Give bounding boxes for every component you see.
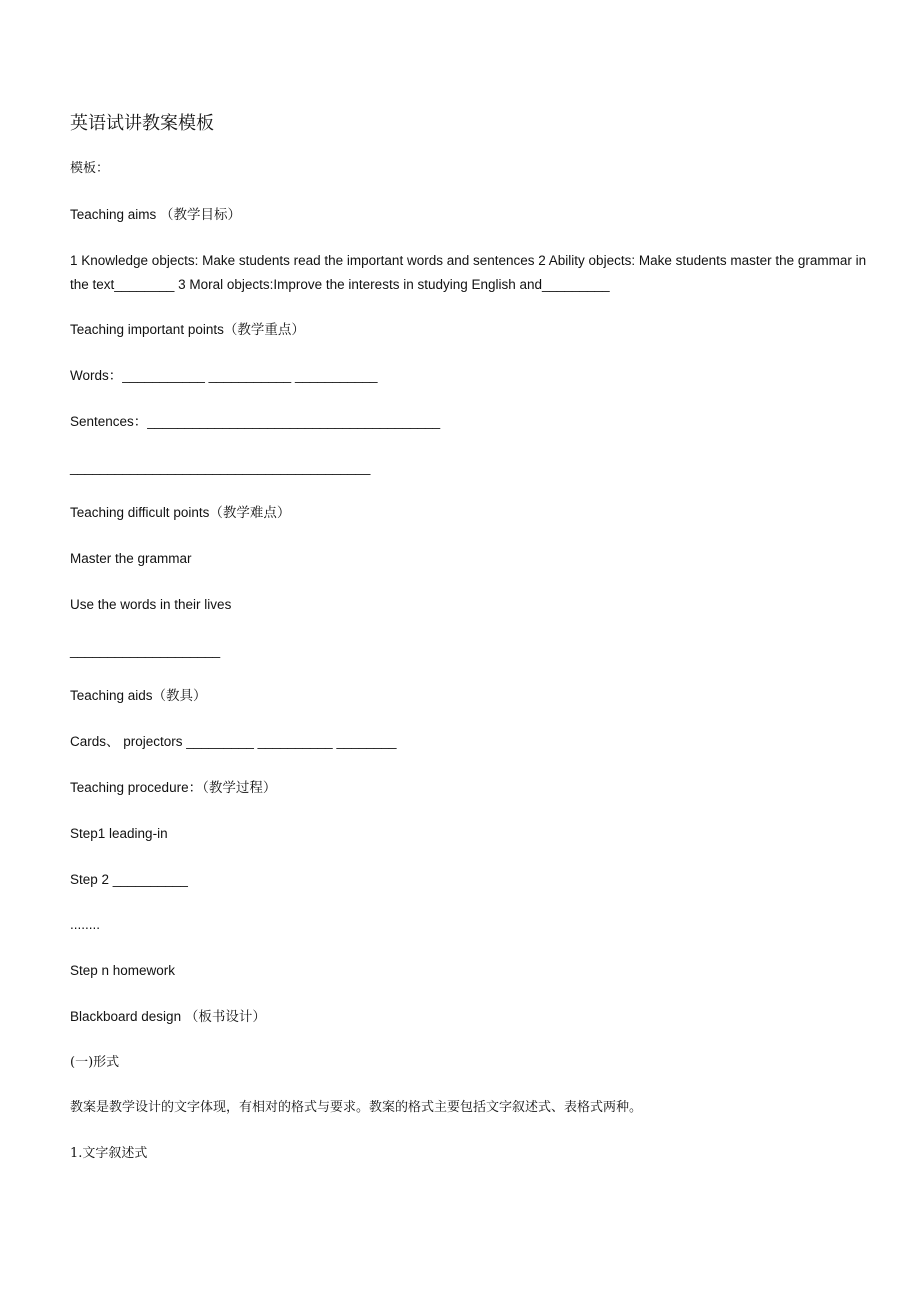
template-label: 模板：	[70, 161, 110, 176]
step-1-line: Step1 leading-in	[70, 826, 168, 841]
blank-line: ____________________	[70, 643, 221, 658]
words-line: Words：___________ ___________ ___________	[70, 368, 378, 383]
step-2-line: Step 2 __________	[70, 872, 188, 887]
sentences-line: Sentences：_______________________________________	[70, 414, 441, 429]
difficult-points-heading: Teaching difficult points（教学难点）	[70, 505, 291, 520]
teaching-aids-line: Cards、 projectors _________ __________ ________	[70, 734, 397, 749]
teaching-aims-heading: Teaching aims （教学目标）	[70, 207, 242, 222]
teaching-aims-body: 1 Knowledge objects: Make students read the important words and sentences 2 Ability objects: Make students master the grammar in the text________ 3 Moral objects:Improve the interests in studying English and_________	[70, 253, 867, 292]
ellipsis-line: ........	[70, 917, 101, 932]
blackboard-design-heading: Blackboard design （板书设计）	[70, 1009, 266, 1024]
teaching-aids-heading: Teaching aids（教具）	[70, 688, 207, 703]
important-points-heading: Teaching important points（教学重点）	[70, 322, 305, 337]
use-words-line: Use the words in their lives	[70, 597, 232, 612]
form-body: 教案是教学设计的文字体现，有相对的格式与要求。教案的格式主要包括文字叙述式、表格式两种。	[70, 1100, 643, 1115]
document-title: 英语试讲教案模板	[70, 113, 214, 134]
teaching-procedure-heading: Teaching procedure：（教学过程）	[70, 780, 277, 795]
master-grammar-line: Master the grammar	[70, 551, 192, 566]
blank-line: ________________________________________	[70, 460, 371, 475]
step-n-line: Step n homework	[70, 963, 176, 978]
narrative-heading: 1.文字叙述式	[70, 1146, 148, 1161]
form-heading: (一)形式	[70, 1055, 120, 1070]
